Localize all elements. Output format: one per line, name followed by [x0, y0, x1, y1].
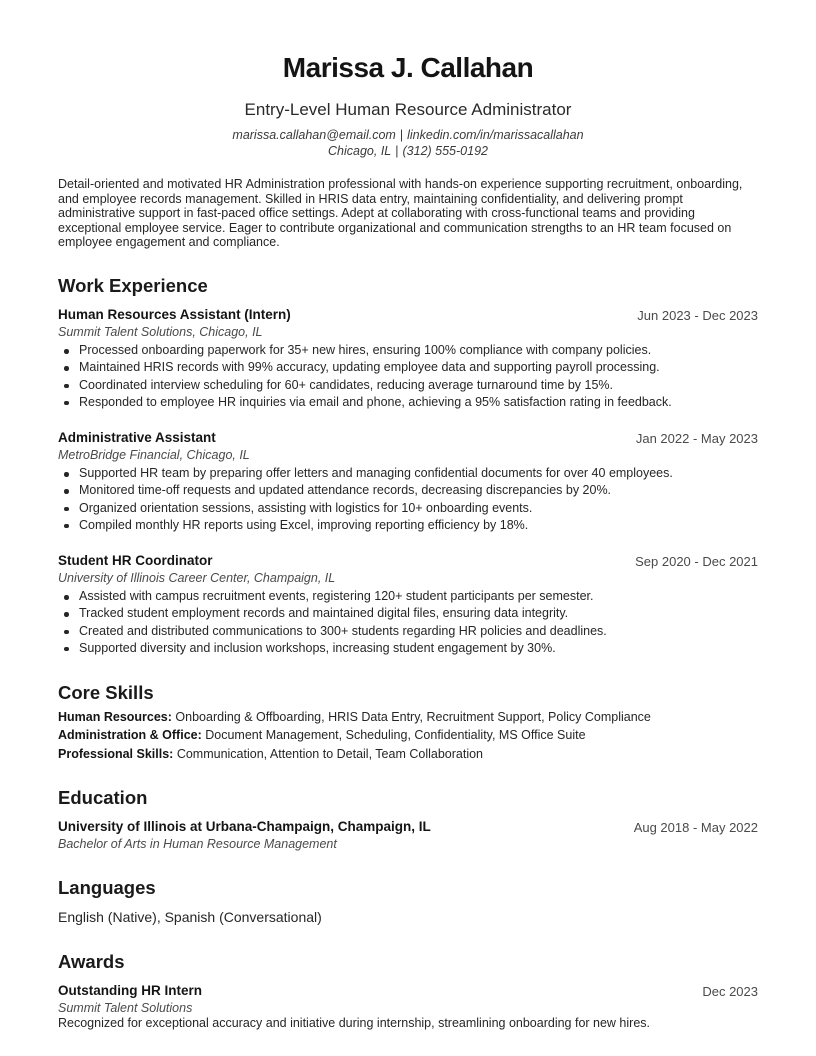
contact-location: Chicago, IL	[328, 144, 392, 158]
skill-value: Communication, Attention to Detail, Team Collaboration	[176, 747, 483, 761]
contact-separator: |	[399, 128, 404, 142]
job-company: University of Illinois Career Center, Champaign, IL	[58, 571, 336, 585]
job-company: Summit Talent Solutions, Chicago, IL	[58, 325, 263, 339]
job-bullets	[58, 588, 758, 657]
job-title: Human Resources Assistant (Intern)	[58, 307, 291, 322]
bullet-item: Supported diversity and inclusion workshops, increasing student engagement by 30%.	[58, 640, 758, 657]
professional-summary: Detail-oriented and motivated HR Administration professional with hands-on experience supporting recruitment, onboarding, and employee records management. Skilled in HRIS data entry, maintaining confidentiality, and delivering prompt administrative support in fast-paced office settings. Adept at collaborating with cross-functional teams and providing exceptional employee service. Eager to contribute organizational and communication strengths to an HR team focused on employee engagement and compliance.	[58, 177, 743, 250]
bullet-item: Monitored time-off requests and updated attendance records, decreasing discrepancies by 20%.	[58, 482, 758, 499]
section-core-skills: Core Skills	[58, 682, 154, 703]
education-degree: Bachelor of Arts in Human Resource Management	[58, 837, 337, 851]
bullet-item: Supported HR team by preparing offer letters and managing confidential documents for over 40 employees.	[58, 465, 758, 482]
job-title: Student HR Coordinator	[58, 553, 213, 568]
award-description: Recognized for exceptional accuracy and initiative during internship, streamlining onboarding for new hires.	[58, 1016, 650, 1030]
education-date: Aug 2018 - May 2022	[633, 820, 758, 835]
bullet-item: Processed onboarding paperwork for 35+ new hires, ensuring 100% compliance with company policies.	[58, 342, 758, 359]
contact-linkedin[interactable]: linkedin.com/in/marissacallahan	[407, 128, 584, 142]
job-company: MetroBridge Financial, Chicago, IL	[58, 448, 250, 462]
award-title: Outstanding HR Intern	[58, 983, 202, 998]
job-bullets	[58, 342, 758, 411]
section-work-experience: Work Experience	[58, 275, 208, 296]
bullet-item: Responded to employee HR inquiries via email and phone, achieving a 95% satisfaction rating in feedback.	[58, 394, 758, 411]
bullet-item: Created and distributed communications to 300+ students regarding HR policies and deadlines.	[58, 623, 758, 640]
section-awards: Awards	[58, 951, 125, 972]
job-date: Jun 2023 - Dec 2023	[637, 308, 758, 323]
job-date: Jan 2022 - May 2023	[635, 431, 758, 446]
award-date: Dec 2023	[702, 984, 758, 999]
skill-line	[58, 728, 586, 742]
bullet-item: Maintained HRIS records with 99% accuracy, updating employee data and supporting payroll processing.	[58, 359, 758, 376]
skill-label: Professional Skills:	[58, 747, 174, 761]
section-education: Education	[58, 787, 148, 808]
section-languages: Languages	[58, 877, 156, 898]
contact-line-2	[58, 144, 758, 158]
skill-label: Administration & Office:	[58, 728, 202, 742]
job-title: Administrative Assistant	[58, 430, 216, 445]
education-school: University of Illinois at Urbana-Champaign, Champaign, IL	[58, 819, 431, 834]
bullet-item: Compiled monthly HR reports using Excel, improving reporting efficiency by 18%.	[58, 517, 758, 534]
job-bullets	[58, 465, 758, 534]
candidate-name: Marissa J. Callahan	[282, 52, 534, 83]
candidate-title: Entry-Level Human Resource Administrator	[244, 100, 572, 119]
skill-value: Onboarding & Offboarding, HRIS Data Entry, Recruitment Support, Policy Compliance	[175, 710, 651, 724]
skill-value: Document Management, Scheduling, Confidentiality, MS Office Suite	[205, 728, 586, 742]
skill-label: Human Resources:	[58, 710, 172, 724]
bullet-item: Tracked student employment records and maintained digital files, ensuring data integrity.	[58, 605, 758, 622]
contact-phone[interactable]: (312) 555-0192	[402, 144, 488, 158]
contact-separator: |	[395, 144, 399, 158]
bullet-item: Assisted with campus recruitment events, registering 120+ student participants per semester.	[58, 588, 758, 605]
contact-email[interactable]: marissa.callahan@email.com	[232, 128, 396, 142]
award-org: Summit Talent Solutions	[58, 1001, 193, 1015]
skill-line	[58, 710, 651, 724]
job-date: Sep 2020 - Dec 2021	[635, 554, 758, 569]
languages-list: English (Native), Spanish (Conversational)	[58, 909, 322, 925]
bullet-item: Organized orientation sessions, assisting with logistics for 10+ onboarding events.	[58, 500, 758, 517]
contact-line-1	[58, 128, 758, 142]
bullet-item: Coordinated interview scheduling for 60+ candidates, reducing average turnaround time by 15%.	[58, 377, 758, 394]
skill-line	[58, 747, 483, 761]
